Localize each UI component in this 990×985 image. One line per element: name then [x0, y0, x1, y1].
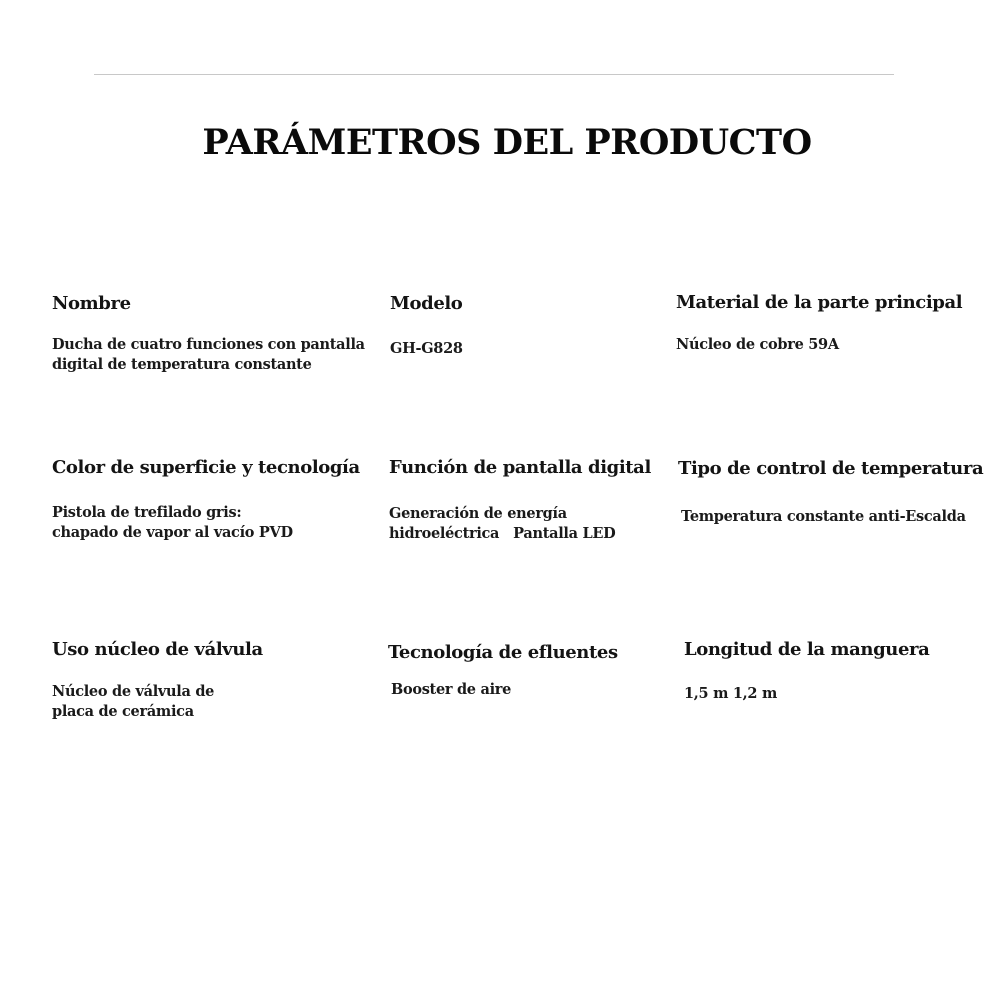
- param-value: [676, 335, 962, 355]
- param-label: Uso núcleo de válvula: [52, 639, 263, 660]
- param-name: [52, 293, 365, 375]
- param-value: [52, 682, 263, 722]
- param-hose-length: [684, 639, 929, 704]
- param-value: [681, 507, 983, 527]
- param-value: [684, 684, 929, 704]
- param-value-line: GH-G828: [390, 340, 463, 357]
- param-value: [52, 503, 360, 543]
- param-value: [391, 680, 618, 700]
- param-label: Tipo de control de temperatura: [678, 458, 984, 479]
- param-valve-core: [52, 639, 263, 722]
- param-label: Color de superficie y tecnología: [52, 457, 360, 478]
- param-value: [52, 335, 365, 375]
- param-value: [390, 339, 463, 359]
- page-title: PARÁMETROS DEL PRODUCTO: [202, 122, 812, 163]
- param-value-line: Generación de energía: [389, 505, 567, 522]
- top-divider: [94, 74, 894, 75]
- param-surface-color: [52, 457, 360, 543]
- param-model: [390, 293, 463, 359]
- param-label: Longitud de la manguera: [684, 639, 930, 660]
- param-effluent-technology: [388, 642, 618, 700]
- param-value-line: Ducha de cuatro funciones con pantalla: [52, 336, 365, 353]
- param-value-line: chapado de vapor al vacío PVD: [52, 524, 293, 541]
- param-value: [389, 504, 651, 544]
- param-value-line: Booster de aire: [391, 681, 512, 698]
- param-value-line: Núcleo de cobre 59A: [676, 336, 839, 353]
- param-label: Tecnología de efluentes: [388, 642, 618, 663]
- param-value-line: 1,5 m 1,2 m: [684, 685, 777, 702]
- param-value-line: digital de temperatura constante: [52, 356, 312, 373]
- param-digital-display: [389, 457, 651, 544]
- param-label: Nombre: [52, 293, 131, 314]
- param-value-extra: Pantalla LED: [513, 525, 616, 542]
- param-value-line: Temperatura constante anti-Escalda: [681, 508, 966, 525]
- param-value-line: Núcleo de válvula de: [52, 683, 215, 700]
- param-main-material: [676, 292, 962, 355]
- param-label: Modelo: [390, 293, 463, 314]
- param-value-line: placa de cerámica: [52, 703, 194, 720]
- param-value-line: hidroeléctrica: [389, 525, 500, 542]
- param-value-line: Pistola de trefilado gris:: [52, 504, 242, 521]
- param-temperature-control: [678, 458, 983, 527]
- param-label: Función de pantalla digital: [389, 457, 651, 478]
- param-label: Material de la parte principal: [676, 292, 963, 313]
